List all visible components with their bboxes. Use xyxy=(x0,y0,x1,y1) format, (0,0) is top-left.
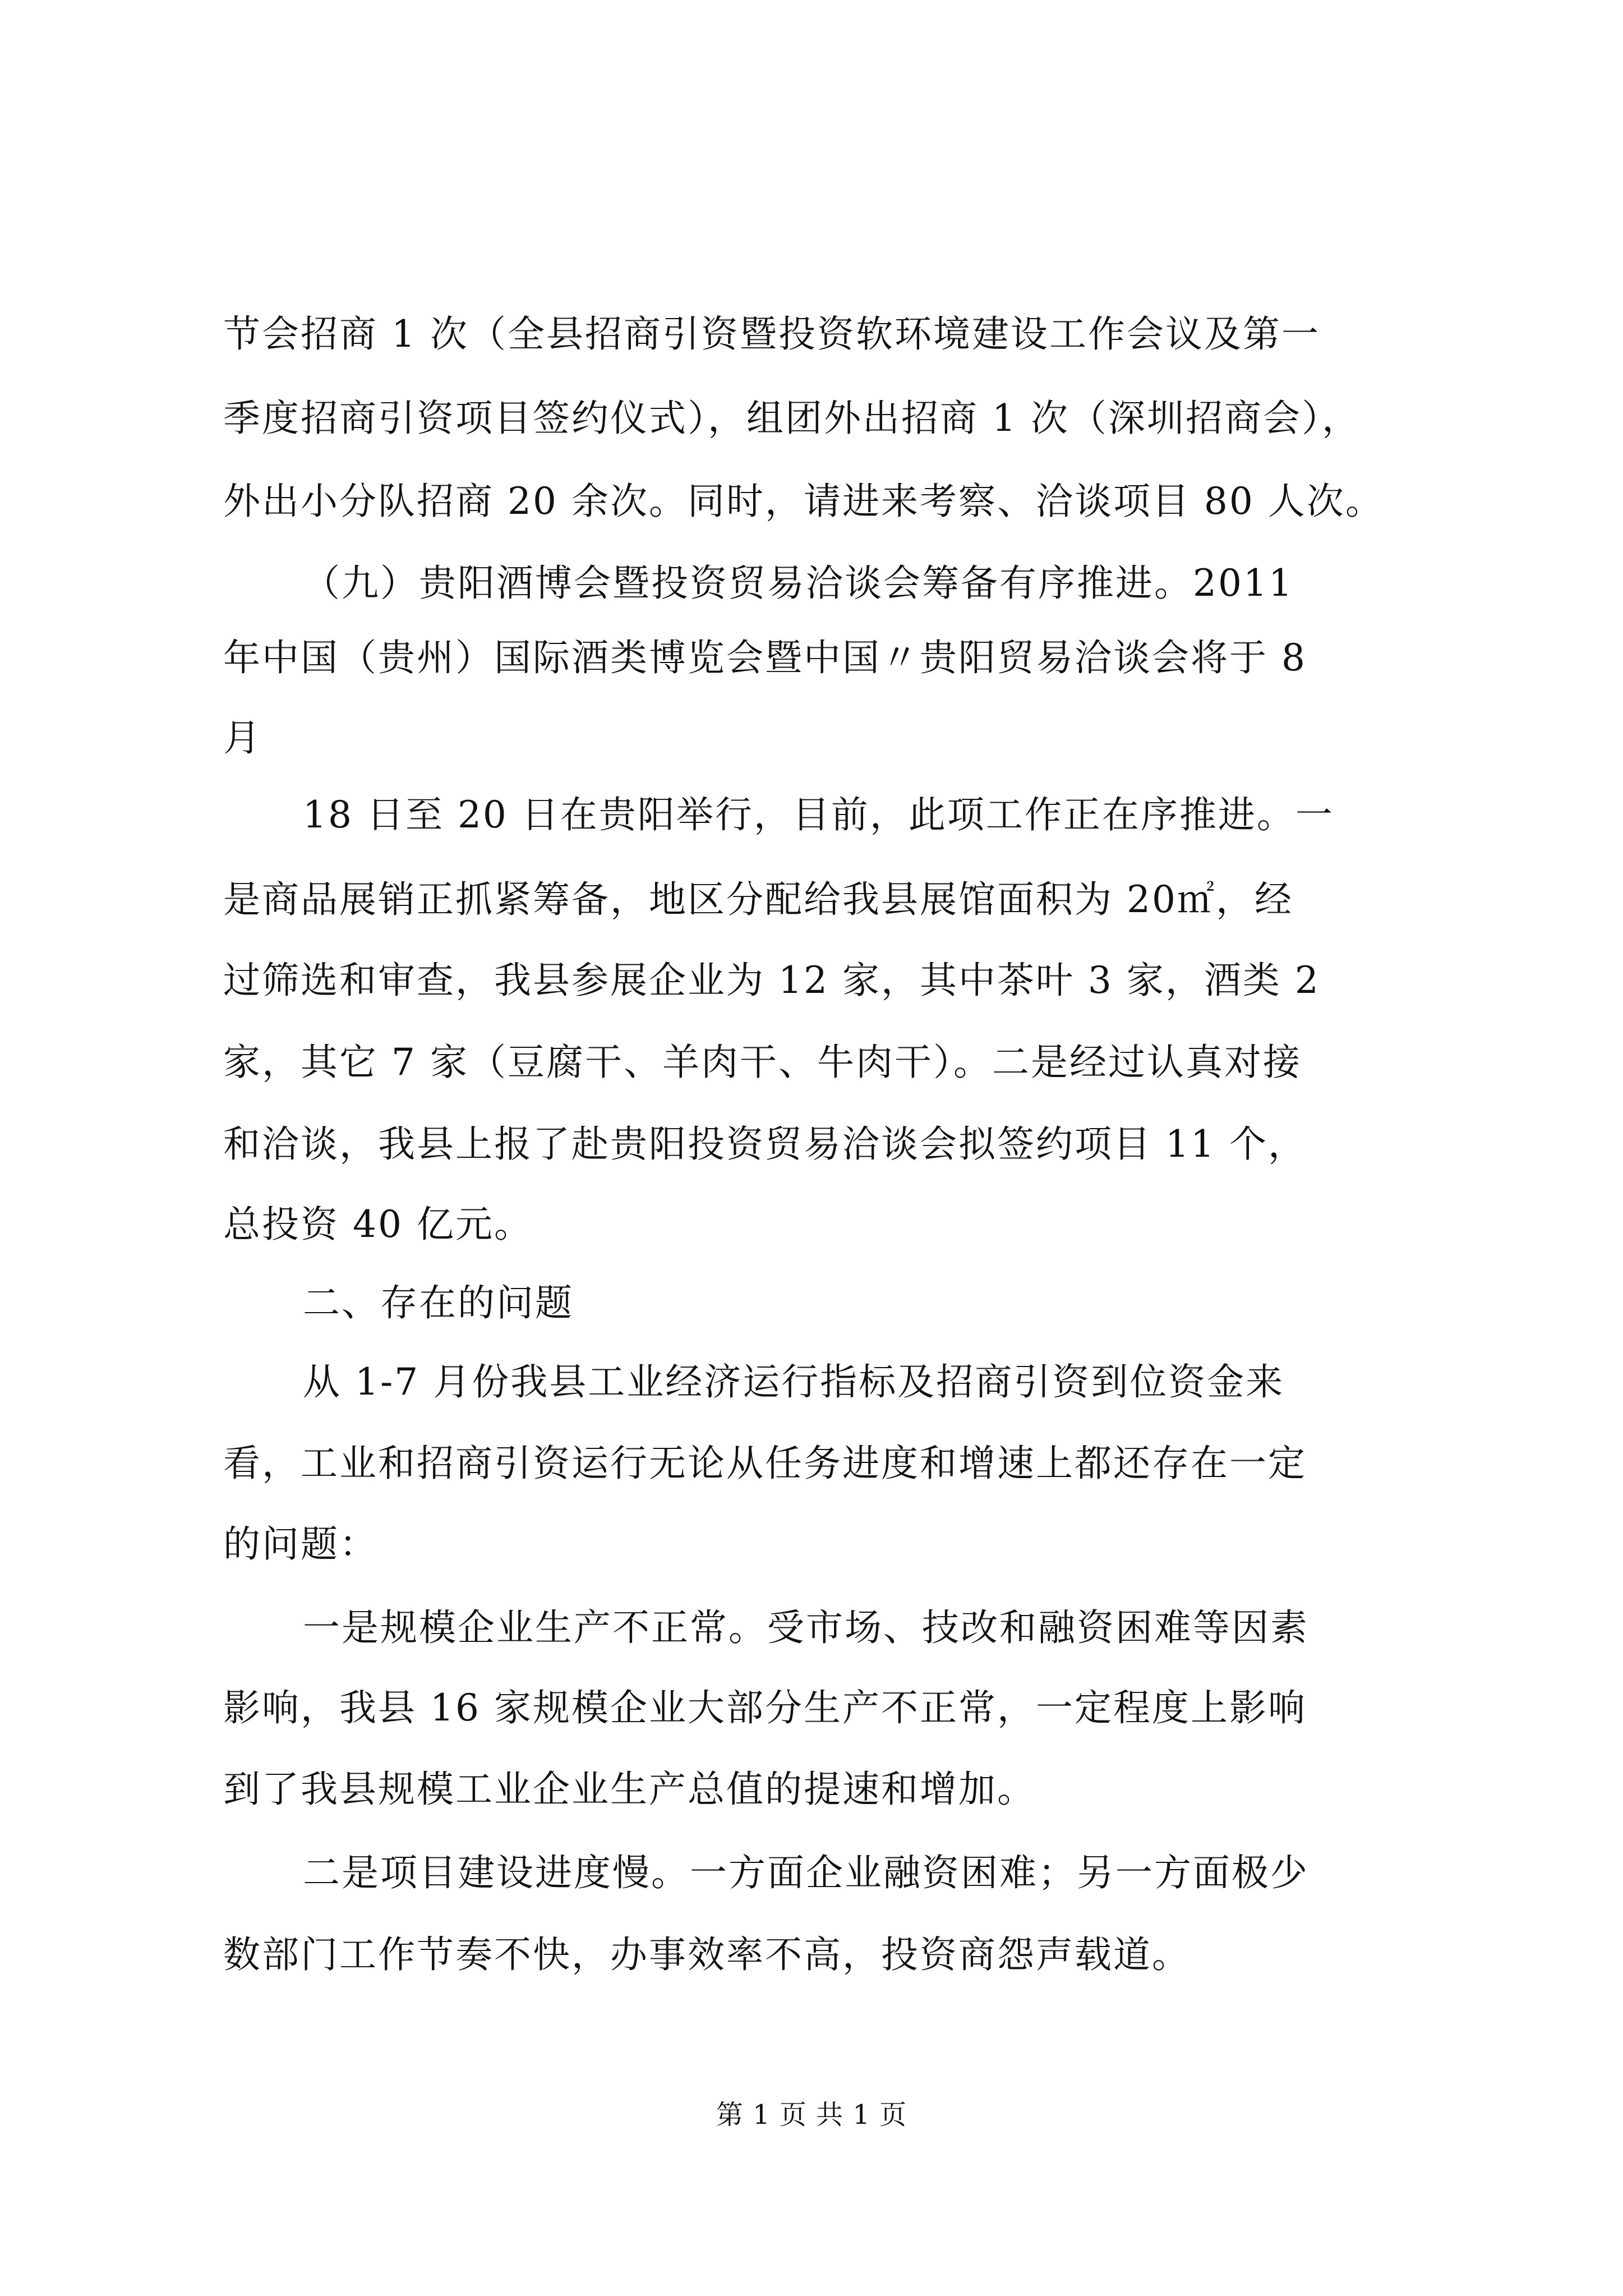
body-line: 数部门工作节奏不快，办事效率不高，投资商怨声载道。 xyxy=(223,1933,1191,1976)
body-line: 是商品展销正抓紧筹备，地区分配给我县展馆面积为 20㎡，经 xyxy=(223,878,1293,921)
body-line: 外出小分队招商 20 余次。同时，请进来考察、洽谈项目 80 人次。 xyxy=(223,480,1384,523)
body-line: 从 1-7 月份我县工业经济运行指标及招商引资到位资金来 xyxy=(303,1360,1285,1404)
page-number-footer: 第 1 页 共 1 页 xyxy=(716,2099,907,2131)
body-line: 18 日至 20 日在贵阳举行，目前，此项工作正在序推进。一 xyxy=(303,793,1334,836)
body-line: 影响，我县 16 家规模企业大部分生产不正常，一定程度上影响 xyxy=(223,1686,1307,1729)
body-line: 到了我县规模工业企业生产总值的提速和增加。 xyxy=(223,1768,1036,1811)
body-line: 看，工业和招商引资运行无论从任务进度和增速上都还存在一定 xyxy=(223,1442,1307,1485)
body-line: 和洽谈，我县上报了赴贵阳投资贸易洽谈会拟签约项目 11 个， xyxy=(223,1122,1307,1166)
body-line: 总投资 40 亿元。 xyxy=(223,1203,533,1246)
section-heading: 二、存在的问题 xyxy=(303,1281,574,1324)
body-line: 的问题： xyxy=(223,1522,378,1566)
body-line: 一是规模企业生产不正常。受市场、技改和融资困难等因素 xyxy=(303,1606,1309,1649)
body-line: 家，其它 7 家（豆腐干、羊肉干、牛肉干）。二是经过认真对接 xyxy=(223,1041,1302,1084)
body-line: 节会招商 1 次（全县招商引资暨投资软环境建设工作会议及第一 xyxy=(223,312,1320,356)
body-line: 过筛选和审查，我县参展企业为 12 家，其中茶叶 3 家，酒类 2 xyxy=(223,959,1320,1002)
body-line: 月 xyxy=(223,716,262,760)
body-line: 年中国（贵州）国际酒类博览会暨中国〃贵阳贸易洽谈会将于 8 xyxy=(223,636,1307,679)
body-line: 二是项目建设进度慢。一方面企业融资困难；另一方面极少 xyxy=(303,1851,1309,1894)
body-line: （九）贵阳酒博会暨投资贸易洽谈会筹备有序推进。2011 xyxy=(303,562,1294,605)
body-line: 季度招商引资项目签约仪式），组团外出招商 1 次（深圳招商会）， xyxy=(223,397,1361,440)
